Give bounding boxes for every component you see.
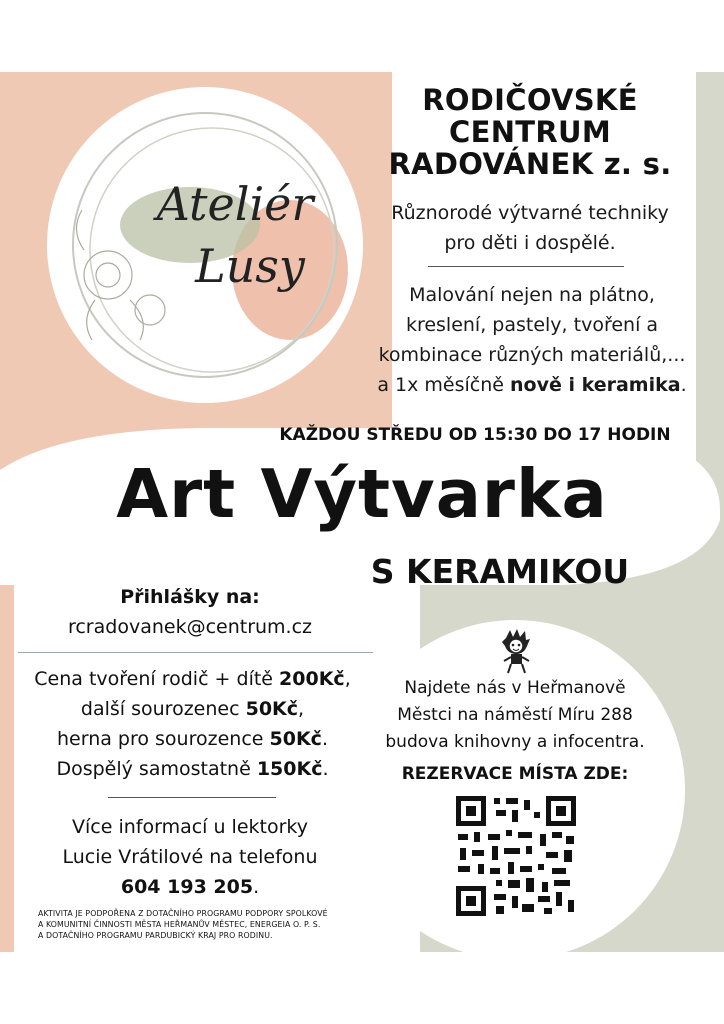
activities-line3: kombinace různých materiálů,... [378,344,686,366]
price-line1-text: Cena tvoření rodič + dítě [34,668,280,690]
footnote [38,908,398,941]
location-line2: Městci na náměstí Míru 288 [397,705,633,725]
price-list [20,664,365,784]
location-text [380,675,650,756]
activities-text [362,280,702,400]
price-line4-amount: 150Kč [256,758,323,780]
contact-info [40,812,340,902]
qr-code-icon[interactable] [456,796,576,916]
intro-line2: pro děti i dospělé. [444,232,616,254]
footnote-line3: A DOTAČNÍHO PROGRAMU PARDUBICKÝ KRAJ PRO RODINU. [38,931,273,940]
divider-email [18,652,373,653]
info-line1: Více informací u lektorky [72,816,308,838]
org-title-line2: CENTRUM [449,115,611,149]
price-line3 [20,724,365,754]
logo-text-1: Ateliér [156,177,314,231]
activities-line4-bold: nově i keramika [510,374,681,396]
footnote-line1: AKTIVITA JE PODPOŘENA Z DOTAČNÍHO PROGRAMU PODPORY SPOLKOVÉ [38,909,328,918]
footnote-line2: A KOMUNITNÍ ČINNOSTI MĚSTA HEŘMANŮV MĚSTEC, ENERGEIA O. P. S. [38,920,321,929]
divider-prices [108,797,276,798]
registration-label: Přihlášky na: [120,586,260,608]
reservation-label: REZERVACE MÍSTA ZDE: [401,764,629,784]
price-line4-text: Dospělý samostatně [56,758,257,780]
info-phone-suffix: . [253,876,260,898]
info-line3 [40,872,340,902]
price-line2-text: další sourozenec [80,698,246,720]
schedule: KAŽDOU STŘEDU OD 15:30 DO 17 HODIN [279,425,671,445]
price-line3-amount: 50Kč [269,728,322,750]
registration-email[interactable]: rcradovanek@centrum.cz [67,616,313,638]
logo [105,177,365,293]
activities-line4 [362,370,702,400]
intro-line1: Různorodé výtvarné techniky [391,202,669,224]
price-line4 [20,754,365,784]
info-line2: Lucie Vrátilové na telefonu [62,846,318,868]
intro-text [370,198,690,258]
org-title-line1: RODIČOVSKÉ [422,83,638,117]
location-line1: Najdete nás v Heřmanově [404,678,626,698]
main-title: Art Výtvarka [116,455,608,533]
price-line2-suffix: , [298,698,305,720]
price-line1-amount: 200Kč [279,668,345,690]
price-line3-text: herna pro sourozence [56,728,270,750]
price-line1-suffix: , [344,668,351,690]
activities-line4-prefix: a 1x měsíčně [377,374,511,396]
org-title-line3: RADOVÁNEK z. s. [388,147,672,181]
location-line3: budova knihovny a infocentra. [385,732,645,752]
peach-strip [0,585,14,952]
price-line1 [20,664,365,694]
subtitle: S KERAMIKOU [370,552,630,591]
price-line4-suffix: . [322,758,329,780]
logo-text-2: Lusy [195,239,305,293]
activities-line1: Malování nejen na plátno, [409,284,655,306]
price-line2 [20,694,365,724]
divider-top [428,266,624,267]
org-title [380,84,680,180]
activities-line4-suffix: . [680,374,687,396]
info-phone[interactable]: 604 193 205 [120,876,254,898]
price-line3-suffix: . [321,728,328,750]
activities-line2: kreslení, pastely, tvoření a [405,314,659,336]
price-line2-amount: 50Kč [245,698,299,720]
child-mascot-icon [500,628,534,674]
